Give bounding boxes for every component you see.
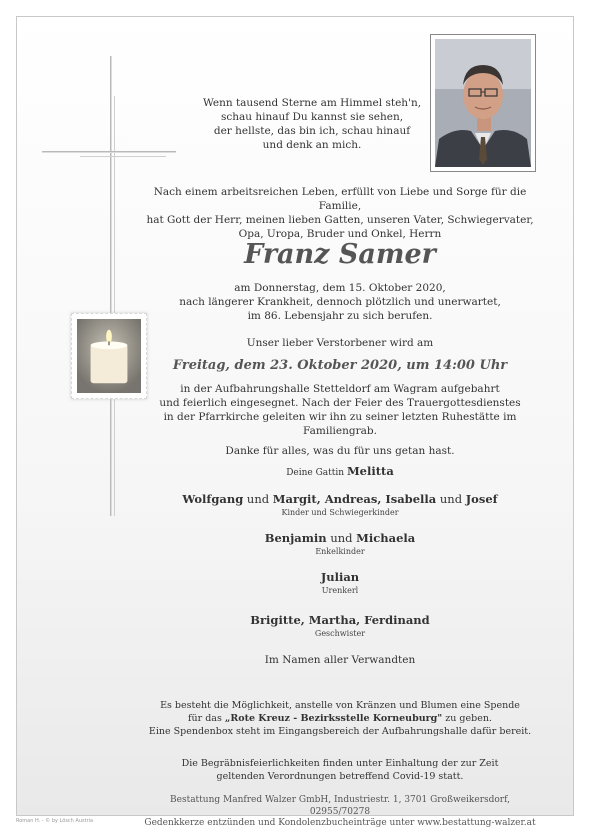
cross-vertical-bar-inner: [114, 96, 115, 516]
donation-line: Es besteht die Möglichkeit, anstelle von Kränzen und Blumen eine Spende: [160, 700, 520, 711]
death-line: nach längerer Krankheit, dennoch plötzlich und unerwartet,: [179, 296, 501, 308]
portrait-photo: [430, 34, 536, 172]
poem: [192, 96, 432, 152]
child-name: Margit, Andreas, Isabella: [272, 492, 437, 506]
great-grandchild-name: Julian: [320, 570, 360, 584]
death-line: am Donnerstag, dem 15. Oktober 2020,: [234, 282, 446, 294]
intro-line: Opa, Uropa, Bruder und Onkel, Herrn: [238, 228, 442, 240]
grandchildren-relation: Enkelkinder: [315, 547, 365, 556]
wife-prefix: Deine Gattin: [286, 468, 345, 478]
thanks-text: Danke für alles, was du für uns getan hast.: [225, 445, 455, 457]
intro-text: [140, 185, 540, 241]
death-notice: [140, 281, 540, 323]
funeral-line: in der Pfarrkirche geleiten wir ihn zu seiner letzten Ruhestätte im Familiengrab.: [163, 411, 517, 437]
children-line: [140, 492, 540, 506]
intro-line: Nach einem arbeitsreichen Leben, erfüllt von Liebe und Sorge für die Familie,: [153, 186, 527, 212]
siblings-names: Brigitte, Martha, Ferdinand: [250, 613, 430, 627]
death-line: im 86. Lebensjahr zu sich berufen.: [247, 310, 433, 322]
funeral-home-footer: [140, 795, 540, 830]
poem-line: Wenn tausend Sterne am Himmel steh'n,: [202, 97, 422, 109]
poem-line: schau hinauf Du kannst sie sehen,: [220, 111, 404, 123]
footer-address: Bestattung Manfred Walzer GmbH, Industriestr. 1, 3701 Großweikersdorf, 02955/70278: [170, 795, 510, 817]
grandchildren-line: [140, 531, 540, 545]
cross-horizontal-bar: [42, 151, 176, 153]
donation-text: [130, 699, 550, 738]
conjunction: und: [246, 492, 270, 506]
deceased-name: Franz Samer: [244, 239, 436, 270]
farewell-intro: Unser lieber Verstorbener wird am: [246, 337, 434, 349]
child-name: Wolfgang: [182, 492, 244, 506]
grandchild-name: Michaela: [356, 531, 416, 545]
donation-recipient: „Rote Kreuz - Bezirksstelle Korneuburg": [224, 713, 443, 724]
poem-line: und denk an mich.: [262, 139, 362, 151]
poem-line: der hellste, das bin ich, schau hinauf: [213, 125, 411, 137]
donation-line: Eine Spendenbox steht im Eingangsbereich der Aufbahrungshalle dafür bereit.: [148, 726, 532, 737]
funeral-line: und feierlich eingesegnet. Nach der Feier des Trauergottesdienstes: [159, 397, 521, 409]
children-relation: Kinder und Schwiegerkinder: [281, 508, 399, 517]
all-relatives: Im Namen aller Verwandten: [264, 654, 416, 666]
footer-website: Gedenkkerze entzünden und Kondolenzbucheinträge unter www.bestattung-walzer.at: [144, 818, 536, 828]
covid-notice: [140, 757, 540, 783]
conjunction: und: [439, 492, 463, 506]
siblings-relation: Geschwister: [314, 629, 366, 638]
wife-line: [140, 464, 540, 480]
funeral-line: in der Aufbahrungshalle Stetteldorf am Wagram aufgebahrt: [180, 383, 500, 395]
candle-image: [71, 313, 147, 399]
child-name: Josef: [465, 492, 498, 506]
donation-line: [130, 712, 550, 725]
covid-line: geltenden Verordnungen betreffend Covid-19 statt.: [216, 771, 464, 782]
donation-suffix: zu geben.: [445, 713, 492, 724]
donation-prefix: für das: [188, 713, 222, 724]
wife-name: Melitta: [346, 464, 394, 478]
cross-vertical-bar: [110, 56, 112, 516]
copyright-credit: Roman H. - © by Lösch Austria: [16, 818, 94, 824]
cross-horizontal-bar-inner: [80, 156, 166, 157]
conjunction: und: [330, 531, 353, 545]
funeral-details: [140, 382, 540, 438]
intro-line: hat Gott der Herr, meinen lieben Gatten, unseren Vater, Schwiegervater,: [146, 214, 534, 226]
funeral-date: Freitag, dem 23. Oktober 2020, um 14:00 Uhr: [172, 358, 508, 373]
great-grandchild-relation: Urenkerl: [321, 586, 359, 595]
covid-line: Die Begräbnisfeierlichkeiten finden unter Einhaltung der zur Zeit: [181, 758, 499, 769]
grandchild-name: Benjamin: [264, 531, 327, 545]
